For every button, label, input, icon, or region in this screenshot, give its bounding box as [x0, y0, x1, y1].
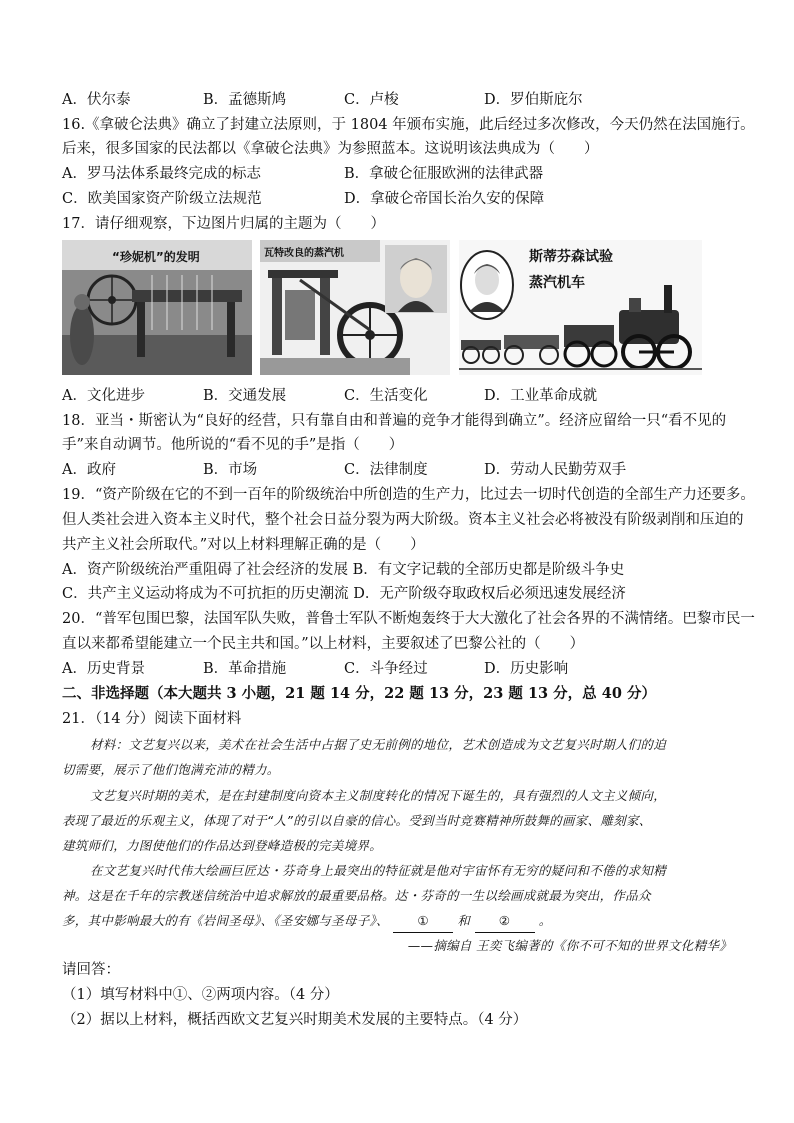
q21-source: ——摘编自 王奕飞编著的《你不可不知的世界文化精华》: [407, 938, 732, 953]
q21-material-line7: 神。这是在千年的宗教迷信统治中追求解放的最重要品格。达・芬奇的一生以绘画成就最为突出，作品众: [62, 888, 651, 903]
q18-stem-line2: 手”来自动调节。他所说的“看不见的手”是指（ ）: [62, 437, 404, 453]
q15-option-d: D．罗伯斯庇尔: [484, 92, 583, 108]
q19-stem-line2: 但人类社会进入资本主义时代，整个社会日益分裂为两大阶级。资本主义社会必将被没有阶级剥削和压迫的: [62, 512, 744, 528]
q19-options-cd: C．共产主义运动将成为不可抗拒的历史潮流 D．无产阶级夺取政权后必须迅速发展经济: [62, 586, 626, 602]
q17-option-c: C．生活变化: [344, 388, 428, 404]
q18-option-c: C．法律制度: [344, 462, 428, 478]
q20-stem-line2: 直以来都希望能建立一个民主共和国。”以上材料，主要叙述了巴黎公社的（ ）: [62, 636, 585, 652]
q21-blank-2[interactable]: ②: [475, 910, 535, 933]
q20-option-a: A．历史背景: [62, 661, 145, 677]
q15-option-a: A．伏尔泰: [62, 92, 131, 108]
q21-ask: 请回答：: [62, 962, 120, 978]
q17-pictures: [62, 240, 702, 375]
q20-option-b: B．革命措施: [203, 661, 287, 677]
locomotive-caption-2: 蒸汽机车: [529, 275, 585, 291]
q15-options: [62, 89, 742, 111]
q21-and: 和: [457, 913, 471, 928]
q21-material-line6: 在文艺复兴时代伟大绘画巨匠达・芬奇身上最突出的特征就是他对宇宙怀有无穷的疑问和不倦的求知精: [90, 863, 667, 878]
q17-options: [62, 385, 742, 407]
q19-stem-line1: 19．“资产阶级在它的不到一百年的阶级统治中所创造的生产力，比过去一切时代创造的全部生产力还要多。: [62, 487, 755, 503]
q21-material-line3: 文艺复兴时期的美术，是在封建制度向资本主义制度转化的情况下诞生的，具有强烈的人文主义倾向，: [90, 788, 667, 803]
q21-material-line1: 材料：文艺复兴以来，美术在社会生活中占据了史无前例的地位，艺术创造成为文艺复兴时期人们的迫: [90, 737, 667, 752]
q21-material-line4: 表现了最近的乐观主义，体现了对于“人”的引以自豪的信心。受到当时竞赛精神所鼓舞的画家、雕刻家、: [62, 813, 652, 828]
q21-subquestion-2: （2）据以上材料，概括西欧文艺复兴时期美术发展的主要特点。（4 分）: [62, 1012, 528, 1028]
steam-engine-picture: [260, 240, 450, 375]
q17-option-b: B．交通发展: [203, 388, 287, 404]
q18-option-d: D．劳动人民勤劳双手: [484, 462, 627, 478]
q18-options: [62, 459, 742, 481]
q20-stem-line1: 20．“普军包围巴黎，法国军队失败，普鲁士军队不断炮轰终于大大激化了社会各界的不满情绪。巴黎市民一: [62, 611, 755, 627]
q20-options: [62, 658, 742, 680]
q18-option-b: B．市场: [203, 462, 258, 478]
q16-option-a: A．罗马法体系最终完成的标志: [62, 166, 261, 182]
q21-title: 21．（14 分）阅读下面材料: [62, 711, 242, 727]
q21-material-line5: 建筑师们，力图使他们的作品达到登峰造极的完美境界。: [62, 838, 383, 853]
spinning-jenny-caption: “珍妮机”的发明: [112, 250, 200, 264]
q16-options-cd: [62, 188, 742, 210]
q16-stem-line1: 16.《拿破仑法典》确立了封建立法原则，于 1804 年颁布实施，此后经过多次修改，今天仍然在法国施行。: [62, 117, 755, 133]
q16-options-ab: [62, 163, 742, 185]
q17-option-a: A．文化进步: [62, 388, 145, 404]
q16-option-d: D．拿破仑帝国长治久安的保障: [344, 191, 545, 207]
q18-stem-line1: 18．亚当・斯密认为“良好的经营，只有靠自由和普遍的竞争才能得到确立”。经济应留给一只“看不见的: [62, 413, 727, 429]
q17-option-d: D．工业革命成就: [484, 388, 598, 404]
q19-stem-line3: 共产主义社会所取代。”对以上材料理解正确的是（ ）: [62, 537, 425, 553]
q16-option-b: B．拿破仑征服欧洲的法律武器: [344, 166, 544, 182]
locomotive-caption-1: 斯蒂芬森试验: [529, 249, 613, 265]
q20-option-d: D．历史影响: [484, 661, 569, 677]
steam-engine-caption: 瓦特改良的蒸汽机: [264, 248, 344, 259]
q16-stem-line2: 后来，很多国家的民法都以《拿破仑法典》为参照蓝本。这说明该法典成为（ ）: [62, 141, 599, 157]
q19-options-ab: A．资产阶级统治严重阻碍了社会经济的发展 B．有文字记载的全部历史都是阶级斗争史: [62, 562, 625, 578]
q21-material-line2: 切需要，展示了他们饱满充沛的精力。: [62, 762, 280, 777]
q15-option-b: B．孟德斯鸠: [203, 92, 287, 108]
q21-period: 。: [538, 913, 552, 928]
q16-option-c: C．欧美国家资产阶级立法规范: [62, 191, 262, 207]
section-two-heading: 二、非选择题（本大题共 3 小题，21 题 14 分，22 题 13 分，23 题 13 分，总 40 分）: [62, 685, 656, 702]
q21-blank-1[interactable]: ①: [393, 910, 453, 933]
q21-material-line8-text: 多，其中影响最大的有《岩间圣母》、《圣安娜与圣母子》、: [62, 913, 389, 928]
q18-option-a: A．政府: [62, 462, 116, 478]
q17-stem: 17．请仔细观察，下边图片归属的主题为（ ）: [62, 216, 385, 232]
q21-subquestion-1: （1）填写材料中①、②两项内容。（4 分）: [62, 987, 339, 1003]
q15-option-c: C．卢梭: [344, 92, 399, 108]
q20-option-c: C．斗争经过: [344, 661, 428, 677]
locomotive-picture: [459, 240, 702, 375]
spinning-jenny-picture: [62, 240, 252, 375]
q21-material-line8: [62, 910, 552, 933]
